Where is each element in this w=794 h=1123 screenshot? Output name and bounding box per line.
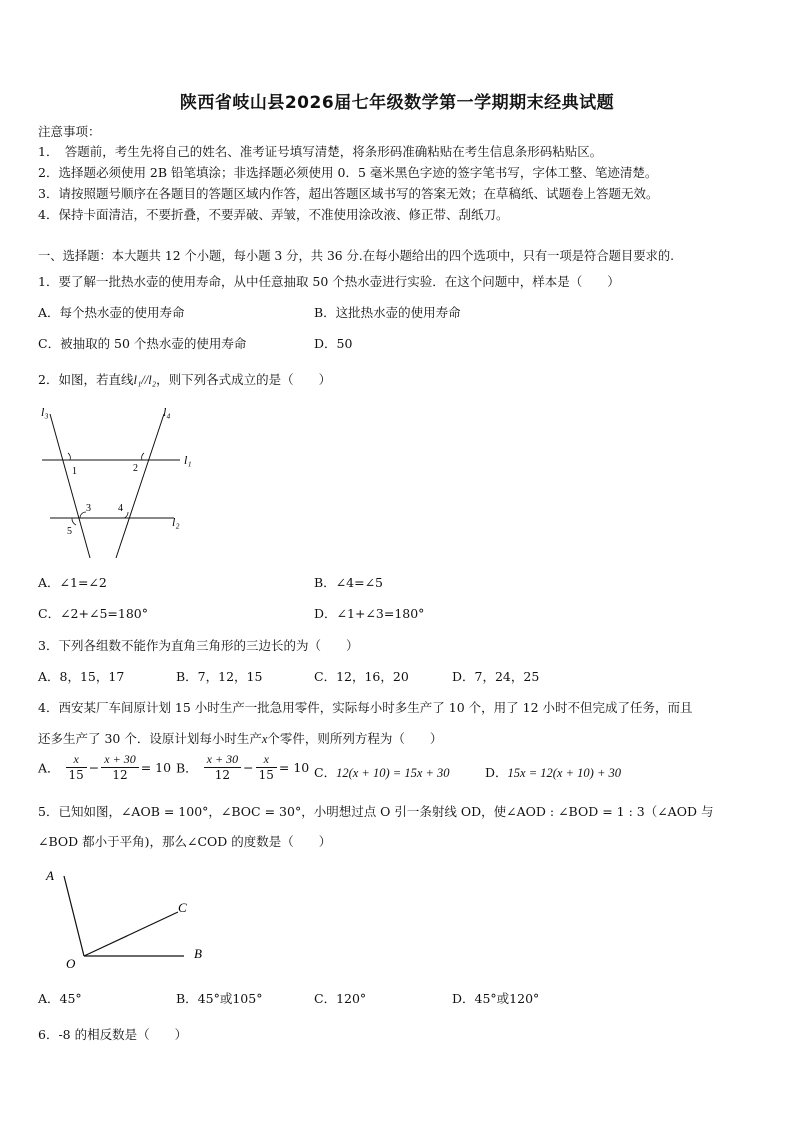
q5-stem-line-1: 5．已知如图，∠AOB = 100°，∠BOC = 30°，小明想过点 O 引一条射线 OD，使∠AOD : ∠BOD = 1 : 3（∠AOD 与	[38, 804, 714, 819]
q4-a-f2-num: x + 30	[101, 752, 138, 768]
q3-stem: 3．下列各组数不能作为直角三角形的三边长的为（ ）	[38, 638, 359, 653]
q2-option-b: B．∠4=∠5	[314, 575, 384, 590]
q2-parallel-lines-figure	[30, 398, 210, 563]
angle-label-3: 3	[86, 503, 91, 514]
section-heading: 一、选择题：本大题共 12 个小题，每小题 3 分，共 36 分.在每小题给出的四个选项中，只有一项是符合题目要求的.	[38, 249, 675, 263]
q5-angle-figure	[38, 862, 218, 972]
angle-label-1: 1	[72, 466, 77, 477]
q4-option-b-label: B．	[176, 760, 198, 776]
label-l4: l₄	[163, 405, 171, 419]
q1-stem: 1．要了解一批热水壶的使用寿命，从中任意抽取 50 个热水壶进行实验．在这个问题中，样本是（ ）	[38, 274, 620, 289]
q4-stem-line-1: 4．西安某厂车间原计划 15 小时生产一批急用零件，实际每小时多生产了 10 个，用了 12 小时不但完成了任务，而且	[38, 700, 693, 715]
angle-label-5: 5	[67, 526, 72, 537]
q4-var-x: x	[261, 732, 268, 746]
angle-label-4: 4	[118, 503, 123, 514]
q4-b-f2-num: x	[256, 752, 277, 768]
q4-option-d-equation: 15x = 12(x + 10) + 30	[507, 766, 622, 780]
label-b: B	[194, 946, 202, 961]
q4-a-rhs: = 10	[140, 760, 172, 775]
q4-stem-line-2	[38, 729, 442, 747]
q4-b-f2-den: 15	[258, 768, 274, 782]
q5-option-d: D．45°或120°	[452, 991, 540, 1006]
q4-option-c	[314, 763, 450, 781]
q1-option-d: D．50	[314, 336, 353, 351]
q5-option-b: B．45°或105°	[176, 991, 263, 1006]
q6-stem: 6．-8 的相反数是（ ）	[38, 1027, 188, 1042]
notice-item-4: 4．保持卡面清洁，不要折叠，不要弄破、弄皱，不准使用涂改液、修正带、刮纸刀。	[38, 207, 509, 222]
notice-item-2: 2．选择题必须使用 2B 铅笔填涂；非选择题必须使用 0．5 毫米黑色字迹的签字笔书写，字体工整、笔迹清楚。	[38, 165, 658, 180]
angle-arc-1	[68, 453, 70, 460]
label-l2: l₂	[172, 515, 180, 529]
angle-arc-4	[124, 512, 128, 518]
label-l3: l₃	[41, 405, 49, 419]
q2-stem	[38, 370, 331, 388]
label-c: C	[178, 900, 187, 915]
q4-a-f1-den: 15	[68, 768, 84, 782]
notice-item-3: 3．请按照题号顺序在各题目的答题区域内作答，超出答题区域书写的答案无效；在草稿纸、试题卷上答题无效。	[38, 186, 659, 201]
q4-a-f2-den: 12	[112, 768, 128, 782]
notice-heading: 注意事项：	[38, 124, 101, 139]
q5-stem-line-2: ∠BOD 都小于平角)，那么∠COD 的度数是（ ）	[38, 834, 332, 849]
ray-oa	[64, 876, 84, 956]
q4-b-f1-den: 12	[214, 768, 231, 782]
q1-option-a: A．每个热水壶的使用寿命	[38, 305, 185, 320]
q2-stem-pre: 2．如图，若直线	[38, 372, 134, 387]
q2-option-c: C．∠2+∠5=180°	[38, 606, 148, 621]
q4-option-c-label: C．	[314, 765, 337, 780]
q4-b-fraction-2	[256, 752, 277, 783]
ray-oc	[84, 912, 178, 956]
q3-option-d: D．7，24，25	[452, 669, 540, 684]
angle-arc-2	[142, 453, 144, 460]
q5-option-a: A．45°	[38, 991, 82, 1006]
label-l1: l₁	[184, 453, 192, 467]
q2-option-a: A．∠1=∠2	[38, 575, 107, 590]
q4-option-d	[485, 763, 621, 781]
q4-a-fraction-2	[101, 752, 138, 783]
q4-a-f1-num: x	[66, 752, 87, 768]
q3-option-b: B．7，12，15	[176, 669, 263, 684]
q4-stem-pre: 还多生产了 30 个．设原计划每小时生产	[38, 731, 262, 746]
angle-arc-5	[72, 518, 76, 525]
q2-stem-math: l₁//l₂	[133, 373, 157, 387]
q2-stem-post: ，则下列各式成立的是（ ）	[156, 372, 332, 387]
page-title: 陕西省岐山县2026届七年级数学第一学期期末经典试题	[179, 93, 615, 113]
q4-option-c-equation: 12(x + 10) = 15x + 30	[336, 766, 450, 780]
q4-option-d-label: D．	[485, 765, 508, 780]
q4-stem-post: 个零件，则所列方程为（ ）	[267, 731, 443, 746]
q4-b-op: −	[243, 760, 254, 775]
q1-option-b: B．这批热水壶的使用寿命	[314, 305, 461, 320]
line-l4	[116, 414, 164, 558]
q2-option-d: D．∠1+∠3=180°	[314, 606, 425, 621]
q4-a-op: −	[88, 760, 100, 775]
q4-b-fraction-1	[204, 752, 241, 783]
q4-option-b	[176, 752, 309, 783]
q4-b-f1-num: x + 30	[204, 752, 241, 768]
q4-b-rhs: = 10	[278, 760, 310, 775]
q4-option-a-label: A．	[38, 760, 60, 776]
angle-label-2: 2	[133, 463, 138, 474]
label-a: A	[46, 868, 54, 883]
q3-option-a: A．8，15，17	[38, 669, 125, 684]
q4-option-a	[38, 752, 171, 783]
q4-a-fraction-1	[66, 752, 87, 783]
q3-option-c: C．12，16，20	[314, 669, 409, 684]
label-o: O	[66, 956, 76, 971]
q1-option-c: C．被抽取的 50 个热水壶的使用寿命	[38, 336, 247, 351]
notice-item-1: 1． 答题前，考生先将自己的姓名、准考证号填写清楚，将条形码准确粘贴在考生信息条形码粘贴区。	[38, 144, 603, 159]
q5-option-c: C．120°	[314, 991, 367, 1006]
